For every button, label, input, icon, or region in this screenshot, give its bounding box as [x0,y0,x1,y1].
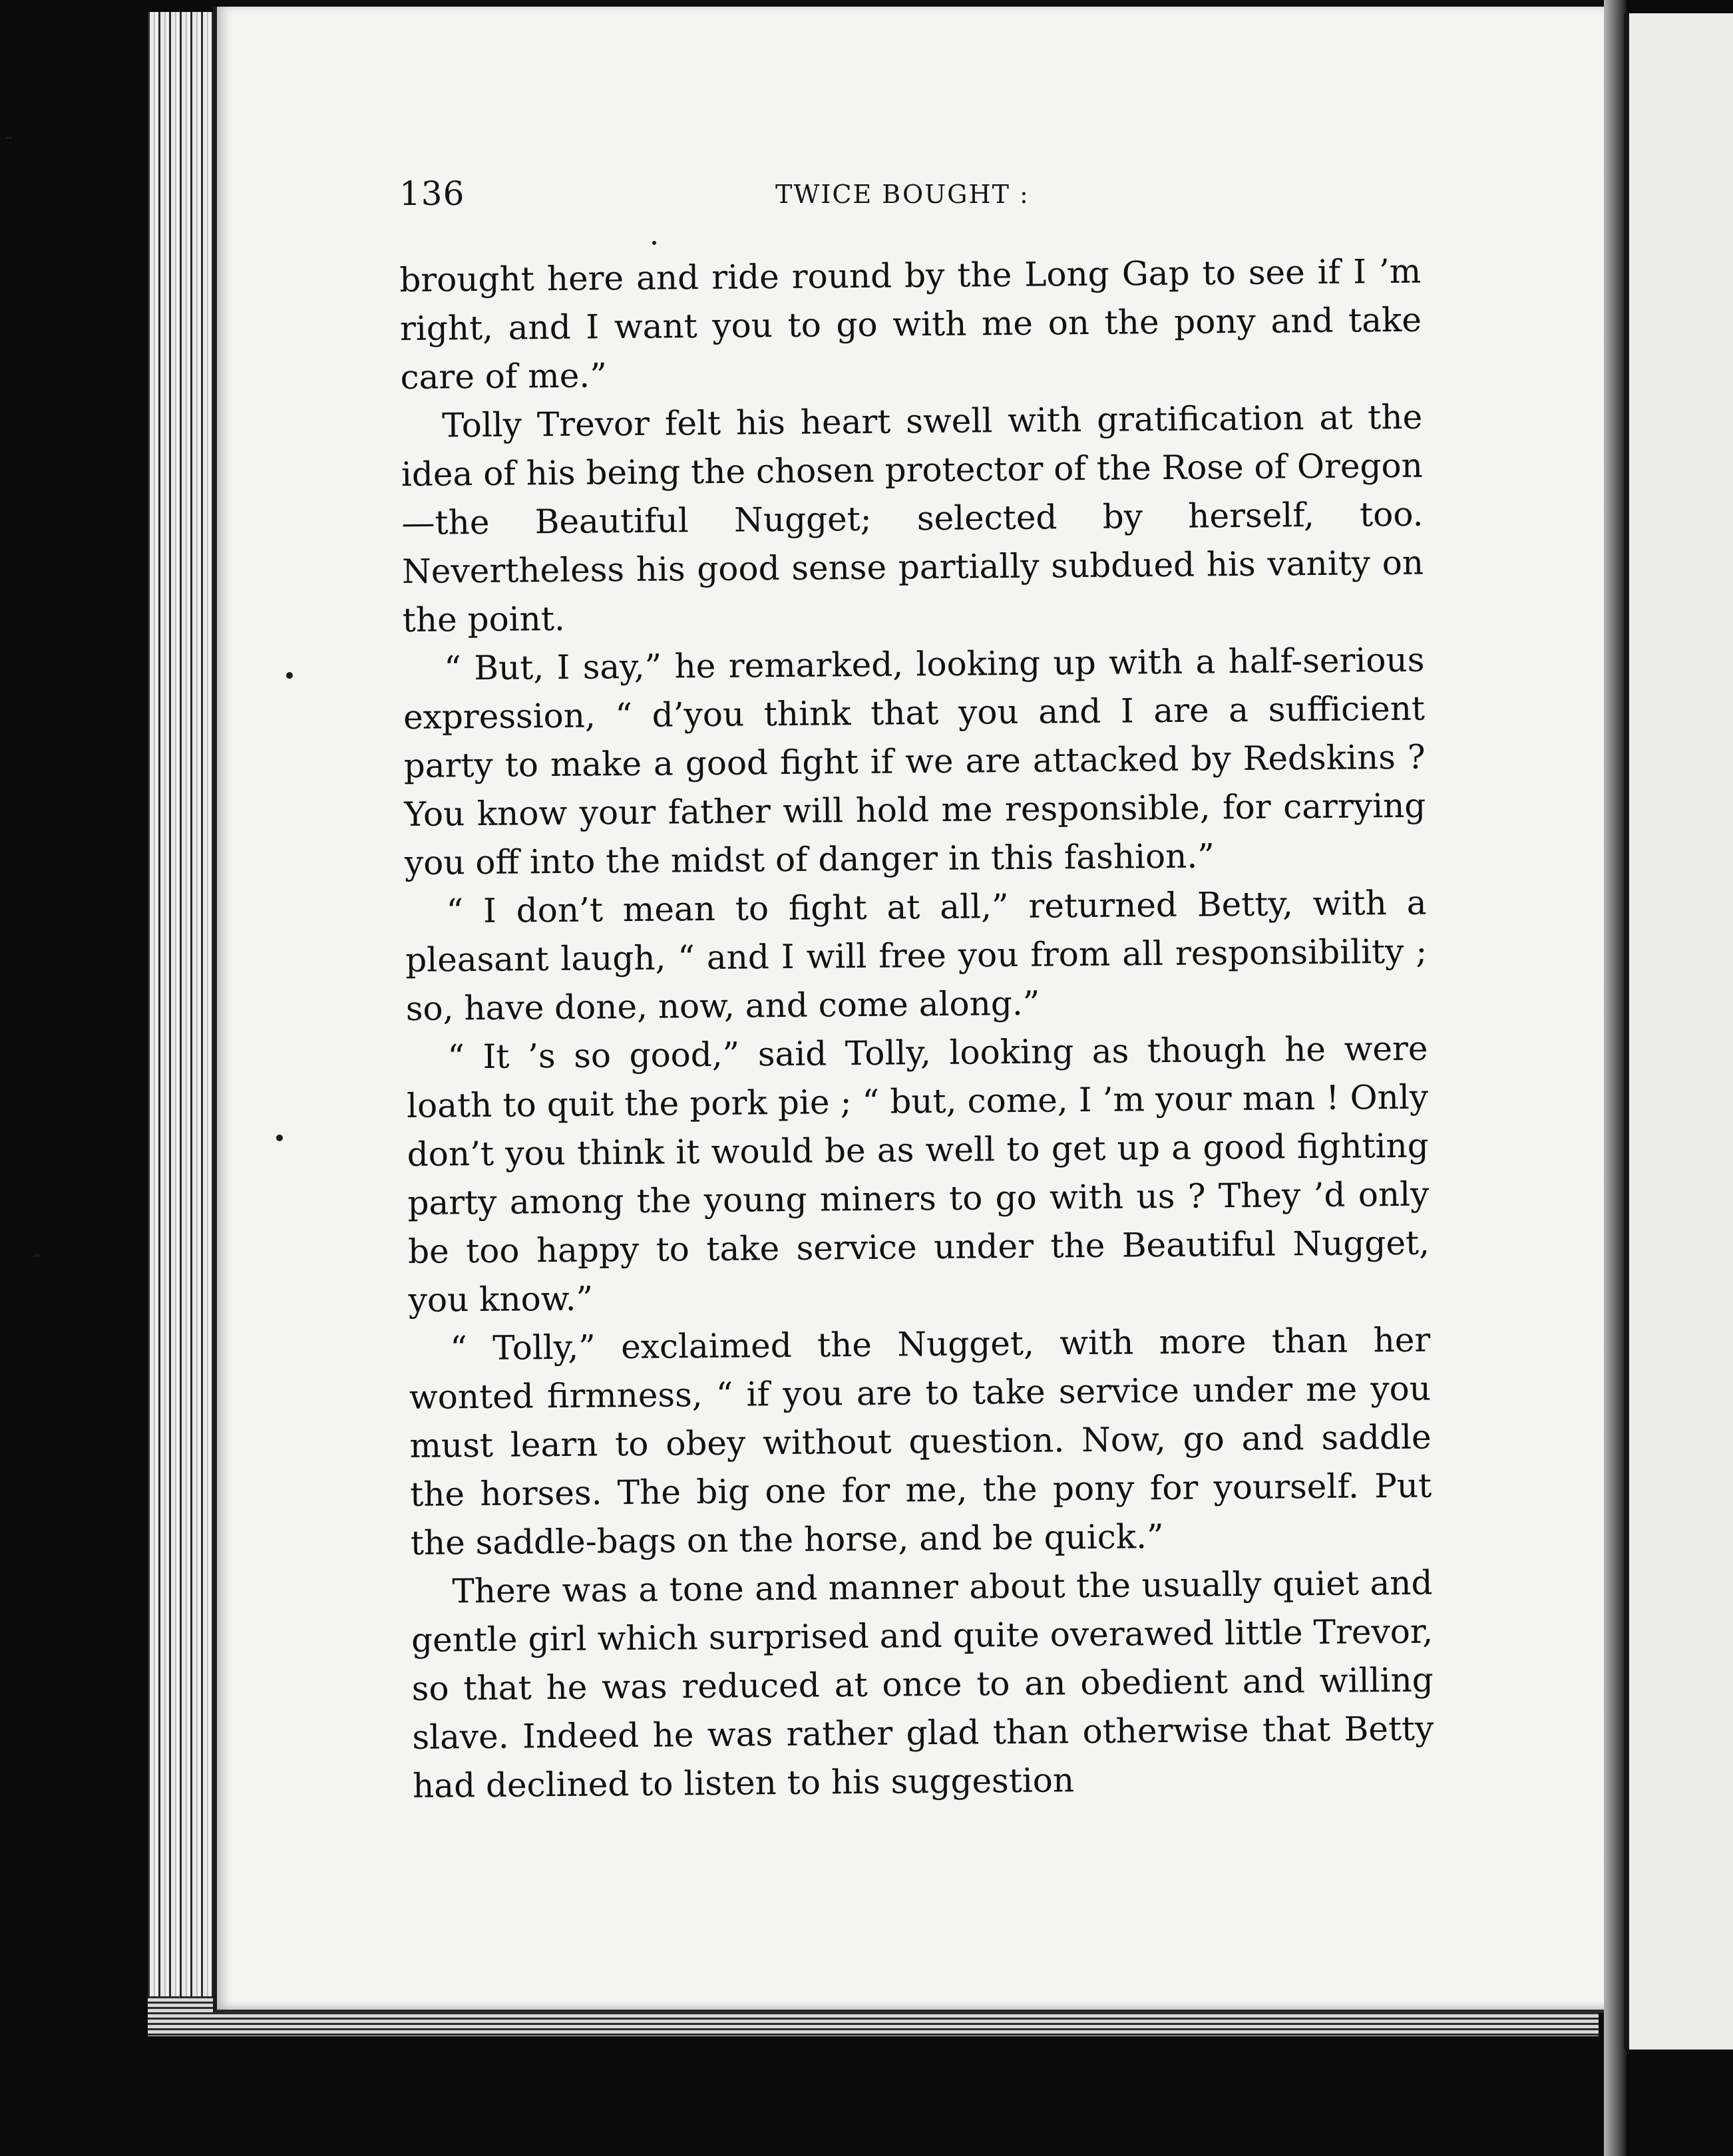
paragraph: brought here and ride round by the Long Gap to see if I ’m right, and I want you to go with me on the pony and take care of me.” [399,252,1422,397]
scan-mark [33,1254,40,1257]
scan-speck [286,672,293,679]
book-gutter [1604,0,1627,2156]
facing-page-edge [1624,13,1733,2050]
running-head: TWICE BOUGHT : [775,180,1030,209]
paragraph: “ Tolly,” exclaimed the Nugget, with more than her wonted firmness, “ if you are to take service under me you must learn to obey without question. Now, go and saddle the horses. The big one for me, the pony for yourself. Put the saddle-bags on the horse, and be quick.” [409,1320,1432,1562]
paragraph: Tolly Trevor felt his heart swell with gratification at the idea of his being the chosen protector of the Rose of Oregon—the Beautiful Nugget; selected by herself, too. Nevertheless his good sense partially subdued his vanity on the point. [401,397,1424,639]
scan-mark [5,136,12,139]
paragraph: “ But, I say,” he remarked, looking up with a half-serious expression, “ d’you think that you and I are a sufficient party to make a good fight if we are attacked by Redskins ? You know your father will hold me responsible, for carrying you off into the midst of danger in this fashion.” [403,640,1426,882]
paragraph: There was a tone and manner about the usually quiet and gentle girl which surprised and quite overawed little Trevor, so that he was reduced at once to an obedient and willing slave. Indeed he was rather glad than otherwise that Betty had declined to listen to his suggestion [411,1563,1434,1805]
body-text [399,248,1434,1811]
scan-speck [652,241,656,245]
paragraph: “ I don’t mean to fight at all,” returned Betty, with a pleasant laugh, “ and I will free you from all responsibility ; so, have done, now, and come along.” [405,883,1428,1028]
page-header [399,174,1398,221]
page-number: 136 [399,174,465,213]
scan-speck [276,1135,283,1141]
paragraph: “ It ’s so good,” said Tolly, looking as though he were loath to quit the pork pie ; “ but, come, I ’m your man ! Only don’t you think it would be as well to get up a good fighting party among the young miners to go with us ? They ’d only be too happy to take service under the Beautiful Nugget, you know.” [406,1029,1430,1320]
